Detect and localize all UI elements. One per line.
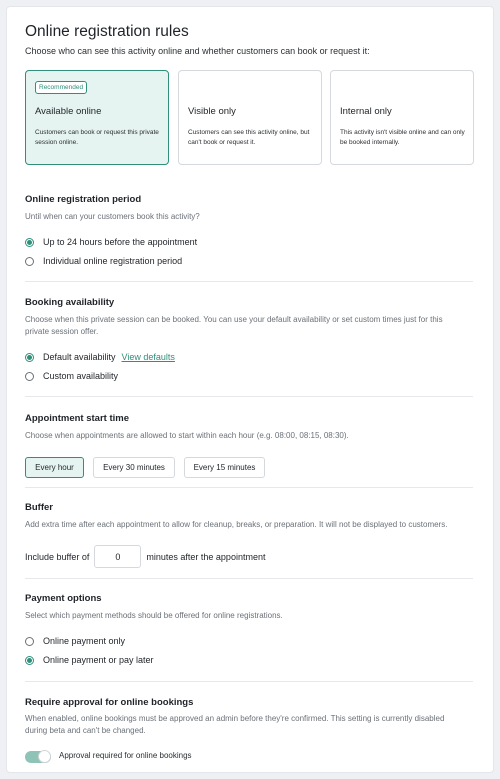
divider: [25, 281, 473, 282]
divider: [25, 396, 473, 397]
section-title-payment: Payment options: [25, 593, 102, 604]
option-desc: This activity isn't visible online and can only be booked internally.: [340, 129, 465, 146]
buffer-suffix-label: minutes after the appointment: [146, 551, 266, 562]
page-subtitle: Choose who can see this activity online and whether customers can book or request it:: [25, 46, 370, 56]
toggle-knob: [38, 750, 51, 763]
option-title: Visible only: [188, 106, 236, 117]
page-title: Online registration rules: [25, 23, 189, 40]
section-title-approval: Require approval for online bookings: [25, 697, 194, 708]
buffer-minutes-input[interactable]: 0: [94, 545, 141, 568]
radio-option-default-availability[interactable]: [25, 351, 175, 363]
radio-option-individual-period[interactable]: [25, 255, 182, 267]
option-card-available-online[interactable]: [25, 70, 169, 165]
section-title-start-time: Appointment start time: [25, 413, 129, 424]
buffer-prefix-label: Include buffer of: [25, 551, 90, 562]
recommended-badge: Recommended: [35, 81, 87, 94]
section-title-registration-period: Online registration period: [25, 194, 142, 205]
start-time-every-15-button[interactable]: Every 15 minutes: [184, 457, 265, 478]
radio-option-online-or-later[interactable]: [25, 654, 154, 666]
settings-card: [6, 6, 494, 773]
radio-label: Individual online registration period: [43, 256, 183, 266]
divider: [25, 578, 473, 579]
section-desc-booking-availability: Choose when this private session can be booked. You can use your default availability or set custom times just for this private session offer.: [25, 315, 443, 336]
approval-toggle-label: Approval required for online bookings: [59, 751, 192, 760]
approval-toggle[interactable]: [25, 751, 51, 763]
section-desc-start-time: Choose when appointments are allowed to start within each hour (e.g. 08:00, 08:15, 08:30).: [25, 431, 349, 440]
radio-option-online-payment-only[interactable]: [25, 635, 125, 647]
section-title-buffer: Buffer: [25, 502, 53, 513]
radio-label: Online payment or pay later: [43, 655, 154, 665]
section-title-booking-availability: Booking availability: [25, 297, 115, 308]
option-title: Internal only: [340, 106, 392, 117]
radio-label: Default availability: [43, 352, 116, 362]
divider: [25, 487, 473, 488]
radio-button[interactable]: [25, 372, 34, 381]
option-desc: Customers can see this activity online, but can't book or request it.: [188, 129, 310, 146]
option-card-visible-only[interactable]: [178, 70, 322, 165]
radio-label: Up to 24 hours before the appointment: [43, 237, 198, 247]
radio-label: Online payment only: [43, 636, 126, 646]
radio-option-24h[interactable]: [25, 236, 197, 248]
option-card-internal-only[interactable]: [330, 70, 474, 165]
radio-button-selected[interactable]: [25, 656, 34, 665]
option-desc: Customers can book or request this private session online.: [35, 129, 159, 146]
view-defaults-link[interactable]: View defaults: [121, 352, 175, 362]
radio-option-custom-availability[interactable]: [25, 370, 118, 382]
start-time-every-30-button[interactable]: Every 30 minutes: [93, 457, 175, 478]
option-title: Available online: [35, 106, 102, 117]
radio-button[interactable]: [25, 637, 34, 646]
divider: [25, 681, 473, 682]
section-desc-registration-period: Until when can your customers book this activity?: [25, 212, 200, 221]
radio-button-selected[interactable]: [25, 238, 34, 247]
start-time-every-hour-button[interactable]: Every hour: [25, 457, 84, 478]
radio-button[interactable]: [25, 257, 34, 266]
section-desc-payment: Select which payment methods should be offered for online registrations.: [25, 611, 283, 620]
radio-button-selected[interactable]: [25, 353, 34, 362]
radio-label: Custom availability: [43, 371, 119, 381]
buffer-row: [25, 545, 265, 568]
section-desc-buffer: Add extra time after each appointment to allow for cleanup, breaks, or preparation. It will not be displayed to customers.: [25, 520, 448, 529]
section-desc-approval: When enabled, online bookings must be approved an admin before they're confirmed. This setting is currently disabled during beta and can't be changed.: [25, 714, 445, 735]
